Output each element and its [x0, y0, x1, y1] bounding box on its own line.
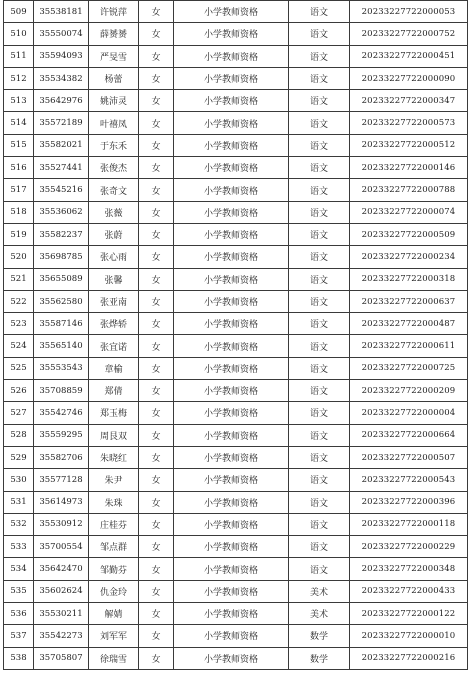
- cert-type-cell: 小学教师资格: [174, 290, 289, 312]
- table-row: [4, 424, 468, 446]
- name-cell: 张蔚: [89, 223, 139, 245]
- exam-id-cell: 35545216: [34, 179, 89, 201]
- subject-cell: 语文: [289, 157, 350, 179]
- cert-type-cell: 小学教师资格: [174, 157, 289, 179]
- roster-sheet: [3, 0, 467, 670]
- seq-cell: 537: [4, 625, 34, 647]
- cert-type-cell: 小学教师资格: [174, 469, 289, 491]
- name-cell: 邹点群: [89, 536, 139, 558]
- table-row: [4, 357, 468, 379]
- gender-cell: 女: [139, 469, 174, 491]
- seq-cell: 518: [4, 201, 34, 223]
- name-cell: 邹勤芬: [89, 558, 139, 580]
- subject-cell: 语文: [289, 1, 350, 23]
- name-cell: 薛赟赟: [89, 23, 139, 45]
- subject-cell: 语文: [289, 380, 350, 402]
- seq-cell: 510: [4, 23, 34, 45]
- seq-cell: 526: [4, 380, 34, 402]
- name-cell: 张馨: [89, 268, 139, 290]
- subject-cell: 语文: [289, 179, 350, 201]
- name-cell: 于东禾: [89, 134, 139, 156]
- exam-id-cell: 35642976: [34, 90, 89, 112]
- cert-type-cell: 小学教师资格: [174, 357, 289, 379]
- seq-cell: 531: [4, 491, 34, 513]
- seq-cell: 536: [4, 603, 34, 625]
- seq-cell: 534: [4, 558, 34, 580]
- name-cell: 严旻雪: [89, 45, 139, 67]
- cert-number-cell: 20233227722000347: [350, 90, 468, 112]
- subject-cell: 语文: [289, 23, 350, 45]
- exam-id-cell: 35577128: [34, 469, 89, 491]
- gender-cell: 女: [139, 134, 174, 156]
- gender-cell: 女: [139, 45, 174, 67]
- gender-cell: 女: [139, 558, 174, 580]
- seq-cell: 516: [4, 157, 34, 179]
- subject-cell: 语文: [289, 491, 350, 513]
- gender-cell: 女: [139, 625, 174, 647]
- subject-cell: 语文: [289, 134, 350, 156]
- table-row: [4, 558, 468, 580]
- name-cell: 朱晓红: [89, 446, 139, 468]
- seq-cell: 514: [4, 112, 34, 134]
- table-row: [4, 201, 468, 223]
- gender-cell: 女: [139, 23, 174, 45]
- table-row: [4, 134, 468, 156]
- table-row: [4, 380, 468, 402]
- cert-number-cell: 20233227722000090: [350, 67, 468, 89]
- exam-id-cell: 35553543: [34, 357, 89, 379]
- cert-type-cell: 小学教师资格: [174, 313, 289, 335]
- seq-cell: 527: [4, 402, 34, 424]
- cert-number-cell: 20233227722000788: [350, 179, 468, 201]
- seq-cell: 512: [4, 67, 34, 89]
- exam-id-cell: 35530912: [34, 513, 89, 535]
- cert-number-cell: 20233227722000122: [350, 603, 468, 625]
- subject-cell: 语文: [289, 469, 350, 491]
- table-row: [4, 45, 468, 67]
- cert-type-cell: 小学教师资格: [174, 380, 289, 402]
- exam-id-cell: 35582021: [34, 134, 89, 156]
- gender-cell: 女: [139, 446, 174, 468]
- cert-number-cell: 20233227722000573: [350, 112, 468, 134]
- name-cell: 徐瑞雪: [89, 647, 139, 669]
- seq-cell: 535: [4, 580, 34, 602]
- seq-cell: 517: [4, 179, 34, 201]
- table-row: [4, 67, 468, 89]
- gender-cell: 女: [139, 67, 174, 89]
- name-cell: 张薇: [89, 201, 139, 223]
- table-row: [4, 402, 468, 424]
- seq-cell: 523: [4, 313, 34, 335]
- exam-id-cell: 35530211: [34, 603, 89, 625]
- table-row: [4, 290, 468, 312]
- cert-type-cell: 小学教师资格: [174, 603, 289, 625]
- cert-type-cell: 小学教师资格: [174, 201, 289, 223]
- cert-number-cell: 20233227722000664: [350, 424, 468, 446]
- name-cell: 张奇文: [89, 179, 139, 201]
- cert-type-cell: 小学教师资格: [174, 67, 289, 89]
- cert-type-cell: 小学教师资格: [174, 223, 289, 245]
- cert-number-cell: 20233227722000146: [350, 157, 468, 179]
- subject-cell: 语文: [289, 335, 350, 357]
- gender-cell: 女: [139, 491, 174, 513]
- cert-type-cell: 小学教师资格: [174, 402, 289, 424]
- cert-number-cell: 20233227722000725: [350, 357, 468, 379]
- name-cell: 许锐萍: [89, 1, 139, 23]
- seq-cell: 519: [4, 223, 34, 245]
- cert-number-cell: 20233227722000216: [350, 647, 468, 669]
- cert-number-cell: 20233227722000752: [350, 23, 468, 45]
- cert-type-cell: 小学教师资格: [174, 647, 289, 669]
- seq-cell: 509: [4, 1, 34, 23]
- cert-type-cell: 小学教师资格: [174, 23, 289, 45]
- exam-id-cell: 35550074: [34, 23, 89, 45]
- cert-type-cell: 小学教师资格: [174, 112, 289, 134]
- cert-number-cell: 20233227722000512: [350, 134, 468, 156]
- table-row: [4, 313, 468, 335]
- roster-table: [3, 0, 468, 670]
- subject-cell: 语文: [289, 223, 350, 245]
- exam-id-cell: 35587146: [34, 313, 89, 335]
- gender-cell: 女: [139, 580, 174, 602]
- cert-type-cell: 小学教师资格: [174, 491, 289, 513]
- table-row: [4, 335, 468, 357]
- subject-cell: 数学: [289, 625, 350, 647]
- seq-cell: 521: [4, 268, 34, 290]
- exam-id-cell: 35614973: [34, 491, 89, 513]
- seq-cell: 522: [4, 290, 34, 312]
- cert-type-cell: 小学教师资格: [174, 424, 289, 446]
- gender-cell: 女: [139, 268, 174, 290]
- seq-cell: 530: [4, 469, 34, 491]
- seq-cell: 511: [4, 45, 34, 67]
- cert-number-cell: 20233227722000004: [350, 402, 468, 424]
- seq-cell: 525: [4, 357, 34, 379]
- subject-cell: 美术: [289, 580, 350, 602]
- exam-id-cell: 35582706: [34, 446, 89, 468]
- gender-cell: 女: [139, 380, 174, 402]
- seq-cell: 513: [4, 90, 34, 112]
- exam-id-cell: 35602624: [34, 580, 89, 602]
- name-cell: 庄桂芬: [89, 513, 139, 535]
- subject-cell: 语文: [289, 246, 350, 268]
- subject-cell: 语文: [289, 268, 350, 290]
- name-cell: 张心雨: [89, 246, 139, 268]
- gender-cell: 女: [139, 513, 174, 535]
- cert-number-cell: 20233227722000010: [350, 625, 468, 647]
- name-cell: 叶禧凤: [89, 112, 139, 134]
- name-cell: 张宜诺: [89, 335, 139, 357]
- gender-cell: 女: [139, 603, 174, 625]
- exam-id-cell: 35642470: [34, 558, 89, 580]
- table-row: [4, 469, 468, 491]
- cert-number-cell: 20233227722000209: [350, 380, 468, 402]
- gender-cell: 女: [139, 201, 174, 223]
- subject-cell: 语文: [289, 558, 350, 580]
- cert-number-cell: 20233227722000543: [350, 469, 468, 491]
- exam-id-cell: 35565140: [34, 335, 89, 357]
- table-row: [4, 223, 468, 245]
- seq-cell: 520: [4, 246, 34, 268]
- cert-number-cell: 20233227722000611: [350, 335, 468, 357]
- subject-cell: 语文: [289, 402, 350, 424]
- subject-cell: 语文: [289, 313, 350, 335]
- name-cell: 杨蕾: [89, 67, 139, 89]
- cert-type-cell: 小学教师资格: [174, 536, 289, 558]
- cert-number-cell: 20233227722000348: [350, 558, 468, 580]
- name-cell: 章榆: [89, 357, 139, 379]
- table-row: [4, 536, 468, 558]
- gender-cell: 女: [139, 90, 174, 112]
- cert-number-cell: 20233227722000118: [350, 513, 468, 535]
- cert-type-cell: 小学教师资格: [174, 268, 289, 290]
- cert-number-cell: 20233227722000234: [350, 246, 468, 268]
- gender-cell: 女: [139, 246, 174, 268]
- cert-number-cell: 20233227722000637: [350, 290, 468, 312]
- exam-id-cell: 35700554: [34, 536, 89, 558]
- subject-cell: 美术: [289, 603, 350, 625]
- gender-cell: 女: [139, 157, 174, 179]
- seq-cell: 524: [4, 335, 34, 357]
- cert-number-cell: 20233227722000318: [350, 268, 468, 290]
- gender-cell: 女: [139, 424, 174, 446]
- exam-id-cell: 35572189: [34, 112, 89, 134]
- subject-cell: 语文: [289, 446, 350, 468]
- table-row: [4, 268, 468, 290]
- table-row: [4, 580, 468, 602]
- cert-type-cell: 小学教师资格: [174, 1, 289, 23]
- cert-number-cell: 20233227722000396: [350, 491, 468, 513]
- cert-type-cell: 小学教师资格: [174, 45, 289, 67]
- table-row: [4, 23, 468, 45]
- subject-cell: 语文: [289, 201, 350, 223]
- gender-cell: 女: [139, 335, 174, 357]
- name-cell: 仇金玲: [89, 580, 139, 602]
- name-cell: 姚沛灵: [89, 90, 139, 112]
- table-row: [4, 246, 468, 268]
- name-cell: 周艮双: [89, 424, 139, 446]
- gender-cell: 女: [139, 357, 174, 379]
- subject-cell: 语文: [289, 112, 350, 134]
- seq-cell: 515: [4, 134, 34, 156]
- seq-cell: 528: [4, 424, 34, 446]
- name-cell: 张俊杰: [89, 157, 139, 179]
- cert-type-cell: 小学教师资格: [174, 513, 289, 535]
- cert-type-cell: 小学教师资格: [174, 446, 289, 468]
- exam-id-cell: 35594093: [34, 45, 89, 67]
- gender-cell: 女: [139, 647, 174, 669]
- table-row: [4, 157, 468, 179]
- cert-number-cell: 20233227722000074: [350, 201, 468, 223]
- table-row: [4, 491, 468, 513]
- exam-id-cell: 35559295: [34, 424, 89, 446]
- exam-id-cell: 35655089: [34, 268, 89, 290]
- cert-type-cell: 小学教师资格: [174, 134, 289, 156]
- cert-type-cell: 小学教师资格: [174, 580, 289, 602]
- seq-cell: 533: [4, 536, 34, 558]
- cert-number-cell: 20233227722000451: [350, 45, 468, 67]
- subject-cell: 语文: [289, 513, 350, 535]
- subject-cell: 数学: [289, 647, 350, 669]
- exam-id-cell: 35698785: [34, 246, 89, 268]
- name-cell: 郑玉梅: [89, 402, 139, 424]
- exam-id-cell: 35538181: [34, 1, 89, 23]
- seq-cell: 538: [4, 647, 34, 669]
- cert-number-cell: 20233227722000433: [350, 580, 468, 602]
- gender-cell: 女: [139, 536, 174, 558]
- subject-cell: 语文: [289, 290, 350, 312]
- gender-cell: 女: [139, 402, 174, 424]
- exam-id-cell: 35562580: [34, 290, 89, 312]
- exam-id-cell: 35534382: [34, 67, 89, 89]
- seq-cell: 532: [4, 513, 34, 535]
- gender-cell: 女: [139, 112, 174, 134]
- subject-cell: 语文: [289, 90, 350, 112]
- cert-type-cell: 小学教师资格: [174, 90, 289, 112]
- cert-type-cell: 小学教师资格: [174, 558, 289, 580]
- name-cell: 刘军军: [89, 625, 139, 647]
- name-cell: 张烨轿: [89, 313, 139, 335]
- name-cell: 朱珠: [89, 491, 139, 513]
- table-row: [4, 90, 468, 112]
- cert-type-cell: 小学教师资格: [174, 625, 289, 647]
- exam-id-cell: 35536062: [34, 201, 89, 223]
- table-row: [4, 112, 468, 134]
- table-row: [4, 647, 468, 669]
- subject-cell: 语文: [289, 45, 350, 67]
- gender-cell: 女: [139, 290, 174, 312]
- exam-id-cell: 35708859: [34, 380, 89, 402]
- exam-id-cell: 35527441: [34, 157, 89, 179]
- cert-type-cell: 小学教师资格: [174, 335, 289, 357]
- cert-number-cell: 20233227722000053: [350, 1, 468, 23]
- gender-cell: 女: [139, 179, 174, 201]
- name-cell: 郑倩: [89, 380, 139, 402]
- table-row: [4, 446, 468, 468]
- table-row: [4, 1, 468, 23]
- exam-id-cell: 35542746: [34, 402, 89, 424]
- cert-number-cell: 20233227722000507: [350, 446, 468, 468]
- subject-cell: 语文: [289, 536, 350, 558]
- subject-cell: 语文: [289, 424, 350, 446]
- table-row: [4, 513, 468, 535]
- seq-cell: 529: [4, 446, 34, 468]
- cert-type-cell: 小学教师资格: [174, 246, 289, 268]
- table-row: [4, 625, 468, 647]
- subject-cell: 语文: [289, 67, 350, 89]
- table-row: [4, 179, 468, 201]
- name-cell: 解婧: [89, 603, 139, 625]
- exam-id-cell: 35705807: [34, 647, 89, 669]
- table-row: [4, 603, 468, 625]
- gender-cell: 女: [139, 223, 174, 245]
- exam-id-cell: 35582237: [34, 223, 89, 245]
- name-cell: 张亚南: [89, 290, 139, 312]
- exam-id-cell: 35542273: [34, 625, 89, 647]
- gender-cell: 女: [139, 1, 174, 23]
- gender-cell: 女: [139, 313, 174, 335]
- subject-cell: 语文: [289, 357, 350, 379]
- cert-number-cell: 20233227722000509: [350, 223, 468, 245]
- cert-type-cell: 小学教师资格: [174, 179, 289, 201]
- name-cell: 朱尹: [89, 469, 139, 491]
- cert-number-cell: 20233227722000229: [350, 536, 468, 558]
- roster-body: [4, 1, 468, 670]
- cert-number-cell: 20233227722000487: [350, 313, 468, 335]
